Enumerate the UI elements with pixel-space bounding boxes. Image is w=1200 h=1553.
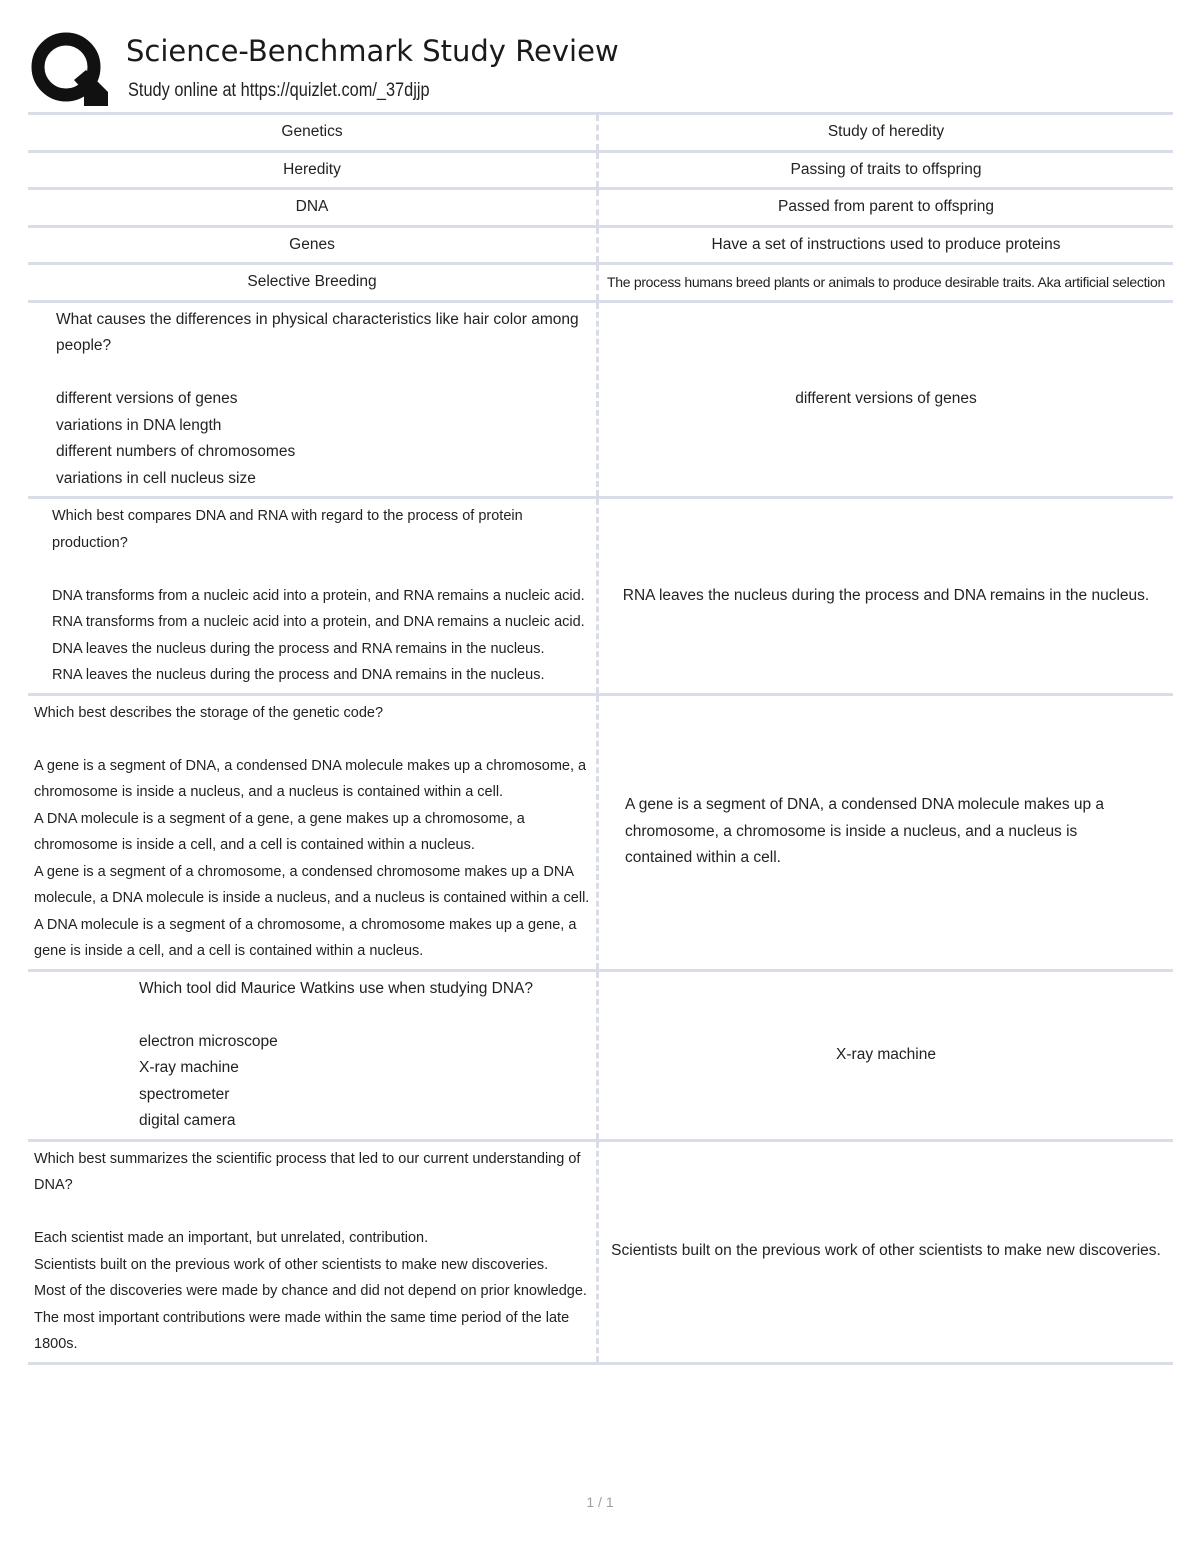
term-text: Which best describes the storage of the genetic code? A gene is a segment of DNA, a condensed DNA molecule makes up a chromosome, a chromosome is inside a nucleus, and a nucleus is contained within a cell. A DNA molecule is a segment of a gene, a gene makes up a chromosome, a chromosome is inside a cell, and a cell is contained within a nucleus. A gene is a segment of a chromosome, a condensed chromosome makes up a DNA molecule, a DNA molecule is inside a nucleus, and a nucleus is contained within a cell. A DNA molecule is a segment of a chromosome, a chromosome makes up a gene, a gene is inside a cell, and a cell is contained within a nucleus. xyxy=(34,704,590,959)
page-number: 1 / 1 xyxy=(586,1494,614,1510)
table-row xyxy=(28,498,1173,695)
term-text: Which best compares DNA and RNA with regard to the process of protein production? DNA transforms from a nucleic acid into a protein, and RNA remains a nucleic acid. RNA transforms from a nucleic acid into a protein, and DNA remains a nucleic acid. DNA leaves the nucleus during the process and RNA remains in the nucleus. RNA leaves the nucleus during the process and DNA remains in the nucleus. xyxy=(52,508,585,683)
term-cell xyxy=(28,151,598,189)
term-cell xyxy=(28,189,598,227)
term-text: What causes the differences in physical characteristics like hair color among people? different versions of genes variations in DNA length different numbers of chromosomes variations in cell nucleus size xyxy=(56,310,579,487)
term-text: DNA xyxy=(295,198,329,215)
definition-cell xyxy=(598,189,1174,227)
definition-text: Passing of traits to offspring xyxy=(790,160,982,178)
definition-text: Have a set of instructions used to produce proteins xyxy=(711,235,1061,253)
definition-cell xyxy=(598,151,1174,189)
table-row xyxy=(28,264,1173,302)
definition-text: Passed from parent to offspring xyxy=(778,198,994,215)
definition-cell xyxy=(598,694,1174,970)
study-online-link[interactable]: Study online at https://quizlet.com/_37djjp xyxy=(128,80,430,101)
definition-text: Study of heredity xyxy=(827,123,945,140)
term-cell xyxy=(28,1140,598,1363)
term-cell xyxy=(28,301,598,498)
term-text: Heredity xyxy=(283,160,341,178)
definition-text: A gene is a segment of DNA, a condensed DNA molecule makes up a chromosome, a chromosome is inside a nucleus, and a nucleus is contained within a cell. xyxy=(625,796,1109,867)
term-cell xyxy=(28,114,598,152)
flashcard-table xyxy=(28,112,1173,1365)
table-row xyxy=(28,970,1173,1140)
definition-cell xyxy=(598,498,1174,695)
definition-cell xyxy=(598,1140,1174,1363)
term-cell xyxy=(28,226,598,264)
definition-text: Scientists built on the previous work of other scientists to make new discoveries. xyxy=(611,1242,1161,1260)
table-row xyxy=(28,301,1173,498)
table-row xyxy=(28,151,1173,189)
term-text: Genetics xyxy=(281,123,343,140)
definition-cell xyxy=(598,301,1174,498)
term-cell xyxy=(28,970,598,1140)
term-cell xyxy=(28,498,598,695)
term-text: Which tool did Maurice Watkins use when studying DNA? electron microscope X-ray machine spectrometer digital camera xyxy=(139,979,533,1129)
definition-cell xyxy=(598,264,1174,302)
table-row xyxy=(28,114,1173,152)
term-text: Genes xyxy=(289,235,335,253)
definition-cell xyxy=(598,970,1174,1140)
definition-text: different versions of genes xyxy=(795,390,977,407)
table-row xyxy=(28,1140,1173,1363)
term-cell xyxy=(28,264,598,302)
definition-cell xyxy=(598,114,1174,152)
term-cell xyxy=(28,694,598,970)
definition-text: The process humans breed plants or animals to produce desirable traits. Aka artificial selection xyxy=(607,274,1165,290)
page-header xyxy=(30,28,1170,112)
table-row xyxy=(28,226,1173,264)
table-row xyxy=(28,189,1173,227)
term-text: Which best summarizes the scientific process that led to our current understanding of DNA? Each scientist made an important, but unrelated, contribution. Scientists built on the previous work of other scientists to make new discoveries. Most of the discoveries were made by chance and did not depend on prior knowledge. The most important contributions were made within the same time period of the late 1800s. xyxy=(34,1150,587,1352)
definition-text: X-ray machine xyxy=(836,1045,936,1063)
table-row xyxy=(28,694,1173,970)
definition-text: RNA leaves the nucleus during the process and DNA remains in the nucleus. xyxy=(622,586,1150,604)
definition-cell xyxy=(598,226,1174,264)
page-title: Science-Benchmark Study Review xyxy=(126,34,619,68)
quizlet-logo-icon xyxy=(30,30,108,108)
term-text: Selective Breeding xyxy=(247,273,377,290)
